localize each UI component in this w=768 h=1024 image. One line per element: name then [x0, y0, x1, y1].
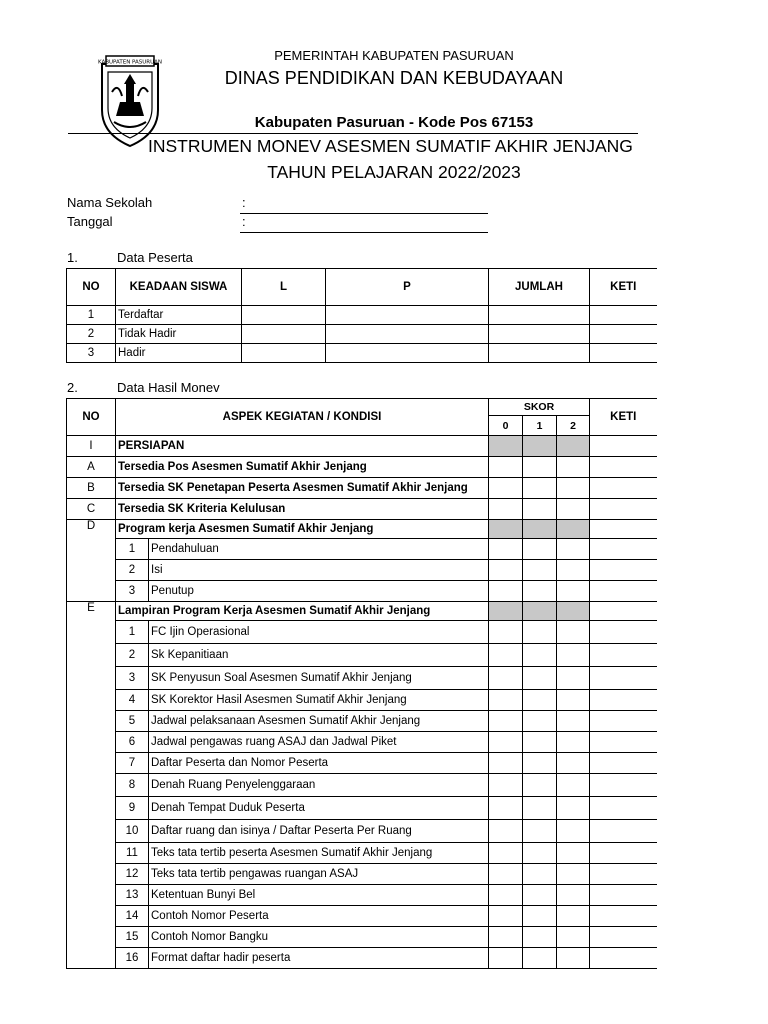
row-label: SK Penyusun Soal Asesmen Sumatif Akhir Jenjang — [149, 667, 489, 690]
score-cell-0[interactable] — [489, 753, 523, 774]
sub-number: 8 — [116, 774, 149, 797]
row-label: Contoh Nomor Peserta — [149, 906, 489, 927]
document-title: INSTRUMEN MONEV ASESMEN SUMATIF AKHIR JENJANG — [148, 136, 633, 156]
score-cell-2[interactable] — [557, 539, 590, 560]
score-cell-0[interactable] — [489, 864, 523, 885]
score-cell-0[interactable] — [489, 948, 523, 969]
sub-number: 5 — [116, 711, 149, 732]
score-cell-1[interactable] — [523, 520, 557, 539]
col-header-keadaan: KEADAAN SISWA — [116, 269, 242, 306]
date-label: Tanggal — [67, 214, 113, 229]
table-row — [67, 948, 657, 969]
score-cell-2[interactable] — [557, 478, 590, 499]
score-cell-2[interactable] — [557, 774, 590, 797]
cell-p[interactable] — [326, 306, 489, 325]
row-label: Format daftar hadir peserta — [149, 948, 489, 969]
score-cell-1[interactable] — [523, 539, 557, 560]
school-name-field[interactable] — [240, 213, 488, 214]
score-cell-1[interactable] — [523, 478, 557, 499]
row-label: Denah Ruang Penyelenggaraan — [149, 774, 489, 797]
score-cell-2[interactable] — [557, 644, 590, 667]
score-cell-1[interactable] — [523, 820, 557, 843]
section1-number: 1. — [67, 250, 78, 265]
score-cell-1[interactable] — [523, 621, 557, 644]
score-cell-0[interactable] — [489, 885, 523, 906]
keterangan-cell[interactable] — [590, 539, 657, 560]
col-header-aspek: ASPEK KEGIATAN / KONDISI — [116, 399, 489, 436]
col-header-no: NO — [67, 399, 116, 436]
row-label: Pendahuluan — [149, 539, 489, 560]
keterangan-cell[interactable] — [590, 774, 657, 797]
sub-number: 3 — [116, 667, 149, 690]
row-code: E — [67, 602, 116, 969]
row-code: D — [67, 520, 116, 602]
score-cell-1[interactable] — [523, 581, 557, 602]
row-label: Contoh Nomor Bangku — [149, 927, 489, 948]
row-label: Ketentuan Bunyi Bel — [149, 885, 489, 906]
keterangan-cell[interactable] — [590, 644, 657, 667]
score-cell-1[interactable] — [523, 436, 557, 457]
row-label: Jadwal pelaksanaan Asesmen Sumatif Akhir Jenjang — [149, 711, 489, 732]
row-label: Penutup — [149, 581, 489, 602]
score-cell-2[interactable] — [557, 843, 590, 864]
keterangan-cell[interactable] — [590, 436, 657, 457]
row-label: Hadir — [116, 344, 242, 363]
row-label: Teks tata tertib pengawas ruangan ASAJ — [149, 864, 489, 885]
score-cell-2[interactable] — [557, 581, 590, 602]
score-cell-1[interactable] — [523, 906, 557, 927]
score-cell-0[interactable] — [489, 732, 523, 753]
section2-number: 2. — [67, 380, 78, 395]
sub-number: 11 — [116, 843, 149, 864]
score-cell-2[interactable] — [557, 820, 590, 843]
row-code: A — [67, 457, 116, 478]
keterangan-cell[interactable] — [590, 690, 657, 711]
participant-table — [66, 268, 657, 363]
keterangan-cell[interactable] — [590, 711, 657, 732]
score-cell-2[interactable] — [557, 948, 590, 969]
cell-jumlah[interactable] — [489, 325, 590, 344]
keterangan-cell[interactable] — [590, 820, 657, 843]
score-cell-0[interactable] — [489, 711, 523, 732]
keterangan-cell[interactable] — [590, 732, 657, 753]
school-name-colon: : — [242, 195, 246, 210]
government-name: PEMERINTAH KABUPATEN PASURUAN — [274, 48, 514, 63]
cell-p[interactable] — [326, 325, 489, 344]
emblem-text: KABUPATEN PASURUAN — [98, 59, 162, 66]
row-label: Teks tata tertib peserta Asesmen Sumatif Akhir Jenjang — [149, 843, 489, 864]
col-header-no: NO — [67, 269, 116, 306]
score-cell-0[interactable] — [489, 602, 523, 621]
row-label: Sk Kepanitiaan — [149, 644, 489, 667]
cell-keterangan[interactable] — [590, 325, 657, 344]
table-row — [67, 621, 657, 644]
table-row — [67, 927, 657, 948]
sub-number: 2 — [116, 560, 149, 581]
score-cell-0[interactable] — [489, 478, 523, 499]
row-label: Jadwal pengawas ruang ASAJ dan Jadwal Piket — [149, 732, 489, 753]
row-label: Daftar Peserta dan Nomor Peserta — [149, 753, 489, 774]
cell-l[interactable] — [242, 306, 326, 325]
keterangan-cell[interactable] — [590, 927, 657, 948]
keterangan-cell[interactable] — [590, 621, 657, 644]
row-label: Denah Tempat Duduk Peserta — [149, 797, 489, 820]
row-code: B — [67, 478, 116, 499]
score-cell-1[interactable] — [523, 753, 557, 774]
score-cell-0[interactable] — [489, 690, 523, 711]
score-cell-2[interactable] — [557, 690, 590, 711]
row-label: Terdaftar — [116, 306, 242, 325]
score-cell-1[interactable] — [523, 690, 557, 711]
sub-number: 9 — [116, 797, 149, 820]
score-cell-0[interactable] — [489, 667, 523, 690]
sub-number: 7 — [116, 753, 149, 774]
section1-title: Data Peserta — [117, 250, 193, 265]
score-cell-2[interactable] — [557, 864, 590, 885]
row-label: Program kerja Asesmen Sumatif Akhir Jenjang — [116, 520, 489, 539]
sub-number: 4 — [116, 690, 149, 711]
score-header-1: 1 — [523, 416, 557, 436]
table-row — [67, 885, 657, 906]
score-cell-2[interactable] — [557, 667, 590, 690]
table-row — [67, 478, 657, 499]
keterangan-cell[interactable] — [590, 520, 657, 539]
date-field[interactable] — [240, 232, 488, 233]
score-cell-1[interactable] — [523, 644, 557, 667]
col-header-keterangan: KETI — [590, 269, 657, 306]
address-line: Kabupaten Pasuruan - Kode Pos 67153 — [254, 114, 534, 131]
row-label: Tersedia SK Kriteria Kelulusan — [116, 499, 489, 520]
score-cell-1[interactable] — [523, 948, 557, 969]
score-cell-0[interactable] — [489, 560, 523, 581]
score-cell-1[interactable] — [523, 843, 557, 864]
sub-number: 16 — [116, 948, 149, 969]
score-cell-1[interactable] — [523, 560, 557, 581]
sub-number: 15 — [116, 927, 149, 948]
keterangan-cell[interactable] — [590, 906, 657, 927]
table-row — [67, 325, 657, 344]
score-cell-0[interactable] — [489, 621, 523, 644]
score-cell-2[interactable] — [557, 927, 590, 948]
cell-jumlah[interactable] — [489, 306, 590, 325]
score-cell-2[interactable] — [557, 732, 590, 753]
score-cell-2[interactable] — [557, 560, 590, 581]
cell-keterangan[interactable] — [590, 344, 657, 363]
score-cell-2[interactable] — [557, 499, 590, 520]
table-row — [67, 732, 657, 753]
row-no: 1 — [67, 306, 116, 325]
table-row — [67, 602, 657, 621]
row-code: I — [67, 436, 116, 457]
score-cell-1[interactable] — [523, 927, 557, 948]
score-cell-0[interactable] — [489, 539, 523, 560]
score-cell-0[interactable] — [489, 520, 523, 539]
keterangan-cell[interactable] — [590, 478, 657, 499]
col-header-l: L — [242, 269, 326, 306]
col-header-skor: SKOR — [489, 399, 590, 416]
score-cell-1[interactable] — [523, 885, 557, 906]
cell-keterangan[interactable] — [590, 306, 657, 325]
col-header-jumlah: JUMLAH — [489, 269, 590, 306]
table-row — [67, 457, 657, 478]
row-no: 3 — [67, 344, 116, 363]
keterangan-cell[interactable] — [590, 667, 657, 690]
date-colon: : — [242, 214, 246, 229]
keterangan-cell[interactable] — [590, 797, 657, 820]
score-cell-1[interactable] — [523, 774, 557, 797]
row-code: C — [67, 499, 116, 520]
score-cell-2[interactable] — [557, 621, 590, 644]
cell-l[interactable] — [242, 344, 326, 363]
cell-p[interactable] — [326, 344, 489, 363]
keterangan-cell[interactable] — [590, 602, 657, 621]
score-cell-1[interactable] — [523, 667, 557, 690]
score-cell-2[interactable] — [557, 457, 590, 478]
score-cell-1[interactable] — [523, 732, 557, 753]
sub-number: 12 — [116, 864, 149, 885]
score-cell-2[interactable] — [557, 711, 590, 732]
score-cell-2[interactable] — [557, 520, 590, 539]
col-header-p: P — [326, 269, 489, 306]
score-cell-2[interactable] — [557, 753, 590, 774]
row-label: Isi — [149, 560, 489, 581]
keterangan-cell[interactable] — [590, 843, 657, 864]
table-row — [67, 644, 657, 667]
score-cell-2[interactable] — [557, 797, 590, 820]
score-header-2: 2 — [557, 416, 590, 436]
score-cell-0[interactable] — [489, 457, 523, 478]
score-cell-1[interactable] — [523, 711, 557, 732]
table-row — [67, 820, 657, 843]
table-row — [67, 581, 657, 602]
row-label: SK Korektor Hasil Asesmen Sumatif Akhir Jenjang — [149, 690, 489, 711]
score-cell-1[interactable] — [523, 602, 557, 621]
table-row — [67, 306, 657, 325]
section2-title: Data Hasil Monev — [117, 380, 220, 395]
table-row — [67, 436, 657, 457]
score-header-0: 0 — [489, 416, 523, 436]
table-row — [67, 906, 657, 927]
table-row — [67, 690, 657, 711]
sub-number: 13 — [116, 885, 149, 906]
score-cell-1[interactable] — [523, 797, 557, 820]
table-row — [67, 344, 657, 363]
sub-number: 1 — [116, 621, 149, 644]
row-label: Tidak Hadir — [116, 325, 242, 344]
monev-table — [66, 398, 657, 969]
score-cell-0[interactable] — [489, 499, 523, 520]
score-cell-1[interactable] — [523, 457, 557, 478]
table-row — [67, 711, 657, 732]
keterangan-cell[interactable] — [590, 499, 657, 520]
table-row — [67, 560, 657, 581]
keterangan-cell[interactable] — [590, 864, 657, 885]
row-label: Tersedia SK Penetapan Peserta Asesmen Sumatif Akhir Jenjang — [116, 478, 489, 499]
sub-number: 2 — [116, 644, 149, 667]
score-cell-2[interactable] — [557, 906, 590, 927]
sub-number: 10 — [116, 820, 149, 843]
score-cell-2[interactable] — [557, 436, 590, 457]
score-cell-1[interactable] — [523, 499, 557, 520]
col-header-keterangan: KETI — [590, 399, 657, 436]
sub-number: 3 — [116, 581, 149, 602]
row-label: PERSIAPAN — [116, 436, 489, 457]
keterangan-cell[interactable] — [590, 948, 657, 969]
row-label: Tersedia Pos Asesmen Sumatif Akhir Jenjang — [116, 457, 489, 478]
table-row — [67, 667, 657, 690]
row-label: Lampiran Program Kerja Asesmen Sumatif Akhir Jenjang — [116, 602, 489, 621]
cell-jumlah[interactable] — [489, 344, 590, 363]
table-left-border — [66, 940, 67, 960]
score-cell-2[interactable] — [557, 885, 590, 906]
sub-number: 14 — [116, 906, 149, 927]
keterangan-cell[interactable] — [590, 560, 657, 581]
keterangan-cell[interactable] — [590, 753, 657, 774]
header-divider — [68, 133, 638, 134]
score-cell-0[interactable] — [489, 774, 523, 797]
table-row — [67, 520, 657, 539]
cell-l[interactable] — [242, 325, 326, 344]
row-no: 2 — [67, 325, 116, 344]
sub-number: 6 — [116, 732, 149, 753]
score-cell-0[interactable] — [489, 820, 523, 843]
score-cell-0[interactable] — [489, 927, 523, 948]
score-cell-0[interactable] — [489, 436, 523, 457]
table-row — [67, 539, 657, 560]
table-row — [67, 864, 657, 885]
score-cell-1[interactable] — [523, 864, 557, 885]
keterangan-cell[interactable] — [590, 581, 657, 602]
score-cell-0[interactable] — [489, 797, 523, 820]
table-row — [67, 774, 657, 797]
department-name: DINAS PENDIDIKAN DAN KEBUDAYAAN — [224, 68, 564, 88]
row-label: FC Ijin Operasional — [149, 621, 489, 644]
score-cell-0[interactable] — [489, 644, 523, 667]
table-row — [67, 753, 657, 774]
score-cell-0[interactable] — [489, 581, 523, 602]
keterangan-cell[interactable] — [590, 457, 657, 478]
score-cell-0[interactable] — [489, 843, 523, 864]
score-cell-2[interactable] — [557, 602, 590, 621]
document-subtitle: TAHUN PELAJARAN 2022/2023 — [267, 162, 521, 182]
table-row — [67, 843, 657, 864]
keterangan-cell[interactable] — [590, 885, 657, 906]
sub-number: 1 — [116, 539, 149, 560]
table-row — [67, 797, 657, 820]
school-name-label: Nama Sekolah — [67, 195, 153, 210]
score-cell-0[interactable] — [489, 906, 523, 927]
table-row — [67, 499, 657, 520]
row-label: Daftar ruang dan isinya / Daftar Peserta Per Ruang — [149, 820, 489, 843]
